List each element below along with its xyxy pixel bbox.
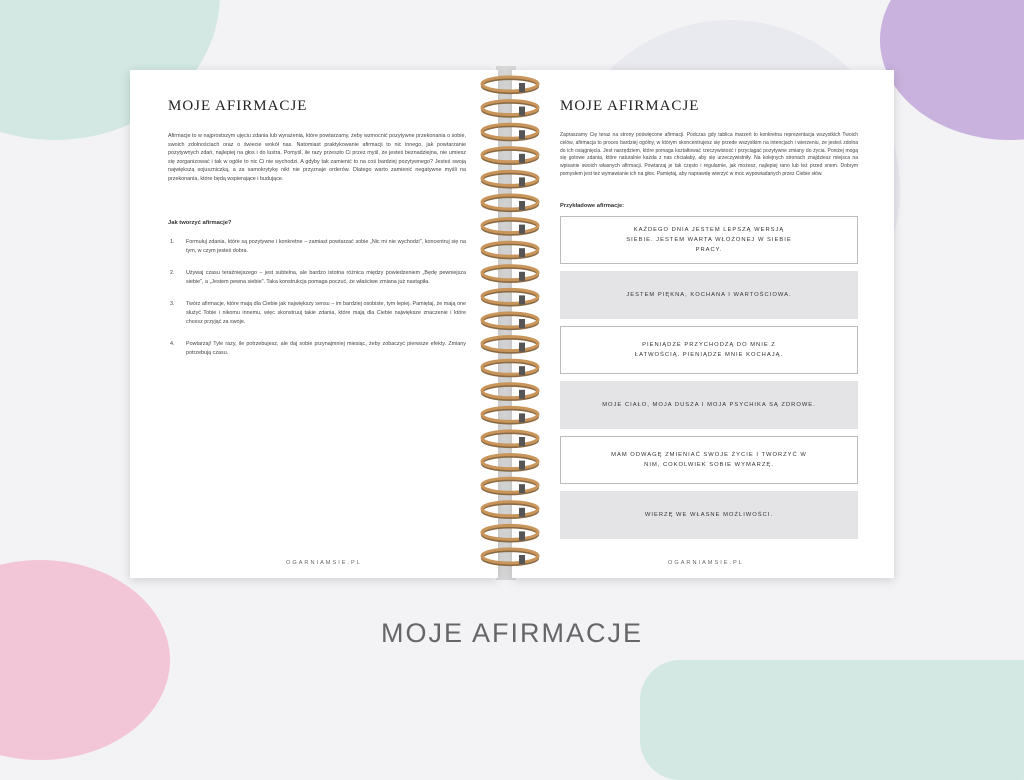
punch-hole xyxy=(519,295,525,304)
page-caption: MOJE AFIRMACJE xyxy=(380,618,644,648)
lilac-blob-decoration xyxy=(880,0,1024,140)
step-text: Twórz afirmacje, które mają dla Ciebie jak największy sensu – im bardziej osobiste, tym lepiej. Pamiętaj, że mają one służyć Tobie i nikomu innemu, więc skonstruuj takie zdania, które mają dla Ciebie największe znaczenie i które chcesz przyjąć za swoje. xyxy=(186,301,466,325)
left-page-intro: Afirmacje to w najprostszym ujęciu zdania lub wyrażenia, które powtarzamy, żeby wzmocnić pozytywne przekonania o sobie, swoich zdolnościach oraz o świecie wokół nas. Natomiast praktykowanie afirmacji to nic innego, jak powtarzanie pozytywnych zdań, najlepiej na głos i do lustra. Pomyśl, ile razy przeszło Ci przez myśl, że jesteś beznadziejna, nie umiesz się zorganizować i tak w ogóle to nic Ci nie wychodzi. A gdyby tak zamienić to na coś bardziej pozytywnego? Jesteś swoją największą sojuszniczką, a za samokrytykę nikt nie przyznaje orderów. Dlatego warto zamienić negatywne myśli na przekonania, które będą wspierające i budujące. xyxy=(168,133,466,182)
steps-list xyxy=(170,238,466,371)
list-item xyxy=(170,269,466,286)
pink-blob-decoration xyxy=(0,560,170,760)
list-item xyxy=(170,300,466,326)
left-page-footer: OGARNIAMSIE.PL xyxy=(286,560,362,566)
punch-hole xyxy=(519,154,525,163)
right-page-intro: Zapraszamy Cię teraz na strony poświęcone afirmacji. Podczas gdy tablica marzeń to konkretna reprezentacja wszystkich Twoich celów, afirmacja to proces bardziej ogólny, w którym skoncentrujesz się przede wszystkim na intencjach i wierzeniu, że jesteś zdolna do ich osiągnięcia. Jest narzędziem, które pomaga kształtować rzeczywistość i przyciągać pozytywne zmiany do życia. Poniżej mogą się gotowe zdania, które naturalnie każda z nas chciałaby, aby się urzeczywistniły. Na kolejnych stronach znajdziesz miejsca na wpisanie swoich własnych afirmacji. Powtarzaj je tak często i regularnie, jak możesz, najlepiej rano lub też przed snem. Dobrym pomysłem jest też wymawianie ich na głos. Pamiętaj, aby naprawdę wierzyć w moc wypowiadanych przez Ciebie słów. xyxy=(560,132,858,177)
punch-hole xyxy=(519,531,525,540)
left-page-title: MOJE AFIRMACJE xyxy=(168,98,308,114)
affirmation-text: MOJE CIAŁO, MOJA DUSZA I MOJA PSYCHIKA SĄ ZDROWE. xyxy=(602,402,816,408)
right-page-footer: OGARNIAMSIE.PL xyxy=(668,560,744,566)
punch-hole xyxy=(519,508,525,517)
step-text: Powtarzaj! Tyle razy, ile potrzebujesz, ale daj sobie przynajmniej miesiąc, żeby zobaczyć pierwsze efekty. Zmiany potrzebują czasu. xyxy=(186,341,466,356)
how-to-heading: Jak tworzyć afirmacje? xyxy=(168,220,232,226)
punch-hole xyxy=(519,484,525,493)
affirmation-card xyxy=(560,436,858,484)
punch-hole xyxy=(519,272,525,281)
affirmation-card xyxy=(560,381,858,429)
step-number: 2. xyxy=(170,270,175,277)
spiral-binding xyxy=(470,70,550,580)
affirmation-card xyxy=(560,271,858,319)
affirmation-text: MAM ODWAGĘ ZMIENIAĆ SWOJE ŻYCIE I TWORZYĆ W NIM, COKOLWIEK SOBIE WYMARZĘ. xyxy=(611,452,807,468)
punch-hole xyxy=(519,555,525,564)
step-text: Używaj czasu teraźniejszego – jest subtelna, ale bardzo istotna różnica między powiedzeniem „Będę pewniejsza siebie", a „Jestem pewna siebie". Taka konstrukcja pomaga poczuć, że właściwe zmiana już nastąpiła. xyxy=(186,270,466,285)
punch-hole xyxy=(519,177,525,186)
punch-hole xyxy=(519,248,525,257)
punch-hole xyxy=(519,107,525,116)
punch-hole xyxy=(519,413,525,422)
right-page-title: MOJE AFIRMACJE xyxy=(560,98,700,114)
punch-hole xyxy=(519,83,525,92)
affirmation-text: JESTEM PIĘKNA, KOCHANA I WARTOŚCIOWA. xyxy=(626,292,792,298)
affirmation-text: WIERZĘ WE WŁASNE MOŻLIWOŚCI. xyxy=(644,512,774,518)
list-item xyxy=(170,340,466,357)
punch-hole xyxy=(519,319,525,328)
punch-hole xyxy=(519,201,525,210)
step-text: Formułuj zdania, które są pozytywne i konkretne – zamiast powtarzać sobie „Nic mi nie wychodzi", koncentruj się na tym, w czym jesteś dobra. xyxy=(186,239,466,254)
list-item xyxy=(170,238,466,255)
punch-hole xyxy=(519,130,525,139)
mint-blob-bottom-decoration xyxy=(640,660,1024,780)
affirmation-card xyxy=(560,326,858,374)
punch-hole xyxy=(519,343,525,352)
affirmation-text: KAŻDEGO DNIA JESTEM LEPSZĄ WERSJĄ SIEBIE. JESTEM WARTA WŁOŻONEJ W SIEBIE PRACY. xyxy=(626,227,792,253)
examples-heading: Przykładowe afirmacje: xyxy=(560,203,625,209)
step-number: 4. xyxy=(170,341,175,348)
affirmation-card xyxy=(560,491,858,539)
punch-hole xyxy=(519,437,525,446)
punch-hole xyxy=(519,225,525,234)
affirmation-text: PIENIĄDZE PRZYCHODZĄ DO MNIE Z ŁATWOŚCIĄ. PIENIĄDZE MNIE KOCHAJĄ. xyxy=(634,342,784,358)
punch-hole xyxy=(519,461,525,470)
punch-hole xyxy=(519,390,525,399)
affirmation-card xyxy=(560,216,858,264)
step-number: 3. xyxy=(170,301,175,308)
step-number: 1. xyxy=(170,239,175,245)
punch-hole xyxy=(519,366,525,375)
